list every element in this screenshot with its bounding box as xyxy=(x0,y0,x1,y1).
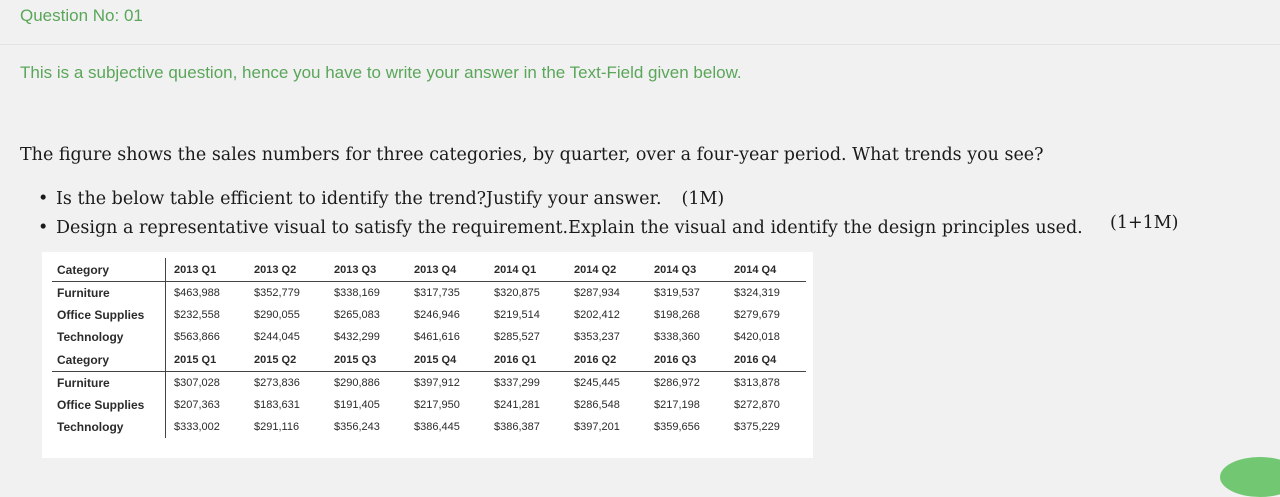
sales-value: $291,116 xyxy=(254,421,300,433)
header-quarter: 2016 Q4 xyxy=(726,348,806,372)
header-category: Category xyxy=(52,258,166,282)
bullet-text: Is the below table efficient to identify the trend?Justify your answer. xyxy=(56,189,662,209)
sales-value: $290,055 xyxy=(254,309,300,321)
header-quarter: 2016 Q2 xyxy=(566,348,646,372)
row-category: Furniture xyxy=(52,282,166,305)
header-quarter: 2016 Q3 xyxy=(646,348,726,372)
table-header-row xyxy=(52,348,806,372)
sales-table-image xyxy=(42,252,813,458)
header-category: Category xyxy=(52,348,166,372)
header-quarter: 2015 Q2 xyxy=(246,348,326,372)
header-quarter: 2014 Q2 xyxy=(566,258,646,282)
sales-value: $338,169 xyxy=(334,287,380,299)
table-row xyxy=(52,282,806,305)
sales-value: $353,237 xyxy=(574,331,620,343)
bullet-marks: (1+1M) xyxy=(1110,213,1179,233)
question-bullets xyxy=(56,185,1083,243)
sales-value: $207,363 xyxy=(174,399,220,411)
table-row xyxy=(52,326,806,348)
sales-value: $386,387 xyxy=(494,421,540,433)
sales-value: $265,083 xyxy=(334,309,380,321)
sales-value: $313,878 xyxy=(734,377,780,389)
header-quarter: 2013 Q3 xyxy=(326,258,406,282)
sales-value: $244,045 xyxy=(254,331,300,343)
sales-value: $320,875 xyxy=(494,287,540,299)
sales-value: $397,201 xyxy=(574,421,620,433)
table-row xyxy=(52,416,806,438)
sales-value: $337,299 xyxy=(494,377,540,389)
sales-value: $272,870 xyxy=(734,399,780,411)
sales-value: $359,656 xyxy=(654,421,700,433)
header-quarter: 2016 Q1 xyxy=(486,348,566,372)
bullet-marks: (1M) xyxy=(681,189,725,209)
sales-value: $202,412 xyxy=(574,309,620,321)
sales-value: $290,886 xyxy=(334,377,380,389)
sales-value: $219,514 xyxy=(494,309,540,321)
sales-value: $420,018 xyxy=(734,331,780,343)
table-row xyxy=(52,304,806,326)
sales-value: $279,679 xyxy=(734,309,780,321)
sales-value: $273,836 xyxy=(254,377,300,389)
header-quarter: 2013 Q4 xyxy=(406,258,486,282)
sales-value: $324,319 xyxy=(734,287,780,299)
sales-value: $352,779 xyxy=(254,287,300,299)
divider xyxy=(0,44,1280,45)
floating-action-button[interactable] xyxy=(1220,457,1280,497)
sales-value: $333,002 xyxy=(174,421,220,433)
sales-value: $246,946 xyxy=(414,309,460,321)
row-category: Office Supplies xyxy=(52,304,166,326)
header-quarter: 2015 Q1 xyxy=(166,348,247,372)
row-category: Technology xyxy=(52,416,166,438)
sales-value: $375,229 xyxy=(734,421,780,433)
bullet-item xyxy=(56,185,1083,214)
sales-value: $217,198 xyxy=(654,399,700,411)
header-quarter: 2014 Q3 xyxy=(646,258,726,282)
row-category: Technology xyxy=(52,326,166,348)
question-number: Question No: 01 xyxy=(20,6,143,25)
sales-value: $463,988 xyxy=(174,287,220,299)
header-quarter: 2014 Q4 xyxy=(726,258,806,282)
sales-value: $319,537 xyxy=(654,287,700,299)
table-row xyxy=(52,394,806,416)
sales-value: $307,028 xyxy=(174,377,220,389)
header-quarter: 2014 Q1 xyxy=(486,258,566,282)
table-row xyxy=(52,372,806,395)
instruction-text: This is a subjective question, hence you have to write your answer in the Text-Field given below. xyxy=(20,63,742,82)
row-category: Office Supplies xyxy=(52,394,166,416)
sales-value: $286,972 xyxy=(654,377,700,389)
header-quarter: 2015 Q4 xyxy=(406,348,486,372)
table-header-row xyxy=(52,258,806,282)
sales-value: $245,445 xyxy=(574,377,620,389)
sales-value: $287,934 xyxy=(574,287,620,299)
sales-value: $285,527 xyxy=(494,331,540,343)
sales-value: $386,445 xyxy=(414,421,460,433)
sales-value: $198,268 xyxy=(654,309,700,321)
bullet-text: Design a representative visual to satisfy the requirement.Explain the visual and identify the design principles used. xyxy=(56,218,1083,238)
sales-value: $217,950 xyxy=(414,399,460,411)
sales-value: $286,548 xyxy=(574,399,620,411)
header-quarter: 2013 Q2 xyxy=(246,258,326,282)
sales-value: $191,405 xyxy=(334,399,380,411)
header-quarter: 2013 Q1 xyxy=(166,258,247,282)
header-quarter: 2015 Q3 xyxy=(326,348,406,372)
sales-value: $563,866 xyxy=(174,331,220,343)
sales-value: $232,558 xyxy=(174,309,220,321)
sales-value: $356,243 xyxy=(334,421,380,433)
sales-table xyxy=(52,258,806,438)
sales-value: $183,631 xyxy=(254,399,300,411)
sales-value: $397,912 xyxy=(414,377,460,389)
sales-value: $241,281 xyxy=(494,399,540,411)
sales-value: $461,616 xyxy=(414,331,460,343)
sales-value: $317,735 xyxy=(414,287,460,299)
question-stem: The figure shows the sales numbers for three categories, by quarter, over a four-year period. What trends you see? xyxy=(20,145,1044,165)
row-category: Furniture xyxy=(52,372,166,395)
sales-value: $432,299 xyxy=(334,331,380,343)
sales-value: $338,360 xyxy=(654,331,700,343)
bullet-item xyxy=(56,214,1083,243)
